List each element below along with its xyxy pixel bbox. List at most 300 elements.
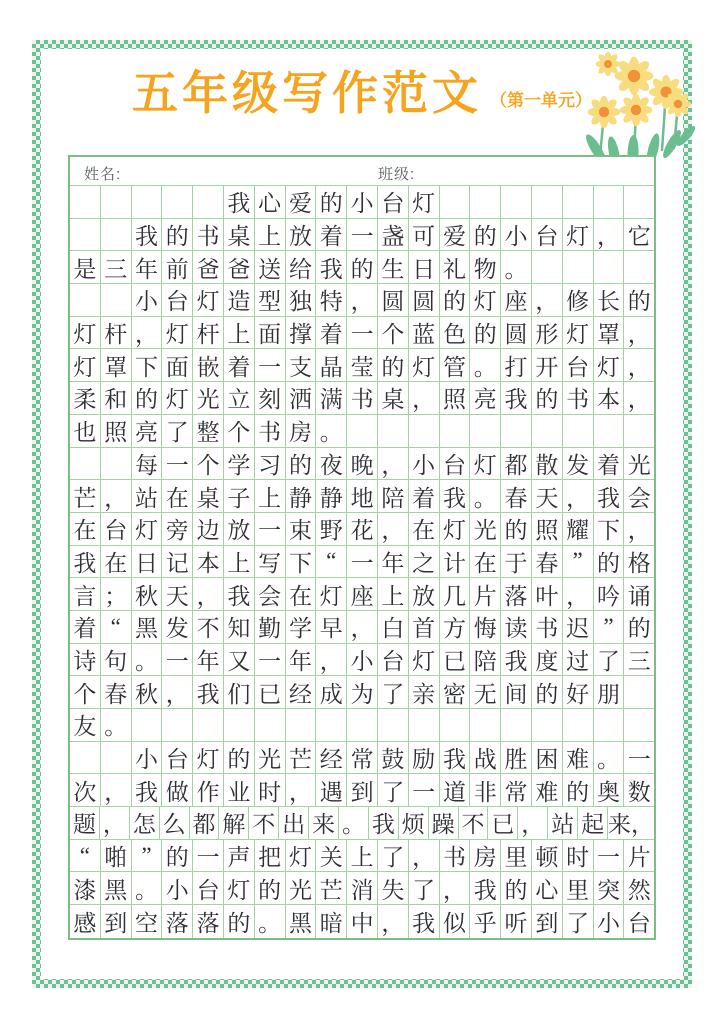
grid-cell: 灯 xyxy=(162,382,193,414)
grid-cell: 书 xyxy=(532,611,563,643)
grid-cell: 灯 xyxy=(440,513,471,545)
grid-cell xyxy=(70,448,101,480)
grid-cell xyxy=(470,415,501,447)
grid-cell: 遇 xyxy=(316,774,347,806)
grid-cell: 下 xyxy=(132,349,163,381)
grid-cell: 上 xyxy=(224,317,255,349)
grid-cell: 着 xyxy=(70,611,101,643)
grid-cell: 烦 xyxy=(399,807,429,839)
grid-cell: 静 xyxy=(286,480,317,512)
grid-cell: 亮 xyxy=(132,415,163,447)
grid-cell: 造 xyxy=(224,284,255,316)
grid-cell: 打 xyxy=(501,349,532,381)
grid-cell: 之 xyxy=(409,546,440,578)
grid-cell: 迟 xyxy=(563,611,594,643)
grid-cell xyxy=(101,284,132,316)
grid-cell: 为 xyxy=(347,676,378,708)
grid-cell: 台 xyxy=(563,349,594,381)
grid-cell: 计 xyxy=(440,546,471,578)
grid-cell: 上 xyxy=(255,219,286,251)
grid-cell: 站 xyxy=(548,807,578,839)
grid-cell: 一 xyxy=(409,774,440,806)
grid-cell xyxy=(193,709,224,741)
grid-cell: ， xyxy=(627,518,651,544)
grid-cell: 在 xyxy=(286,578,317,610)
grid-cell: 落 xyxy=(501,578,532,610)
grid-cell: 黑 xyxy=(101,872,132,904)
grid-cell: ， xyxy=(162,676,193,708)
grid-cell: 作 xyxy=(193,774,224,806)
grid-row xyxy=(70,840,654,873)
grid-cell: 听 xyxy=(501,905,532,938)
grid-cell: 的 xyxy=(563,774,594,806)
grid-cell: 我 xyxy=(470,872,501,904)
grid-cell: 可 xyxy=(409,219,440,251)
grid-cell: 习 xyxy=(255,448,286,480)
grid-cell: 到 xyxy=(101,905,132,938)
grid-cell: 都 xyxy=(190,807,220,839)
grid-cell: ， xyxy=(627,354,651,380)
grid-cell: 我 xyxy=(501,382,532,414)
grid-cell: 台 xyxy=(162,284,193,316)
grid-cell: 到 xyxy=(347,774,378,806)
grid-cell xyxy=(101,186,132,218)
grid-cell: 格 xyxy=(627,550,651,576)
grid-cell: 。 xyxy=(470,349,501,381)
grid-cell: 我 xyxy=(501,644,532,676)
grid-cell: 管 xyxy=(440,349,471,381)
grid-cell: 年 xyxy=(132,251,163,283)
grid-cell: 无 xyxy=(470,676,501,708)
grid-cell: ， xyxy=(100,807,130,839)
grid-cell: 的 xyxy=(470,219,501,251)
grid-cell: 的 xyxy=(162,840,193,872)
grid-row xyxy=(70,284,654,317)
grid-cell: 难 xyxy=(532,774,563,806)
grid-cell: 座 xyxy=(347,578,378,610)
grid-row xyxy=(70,186,654,219)
grid-cell: 子 xyxy=(224,480,255,512)
grid-cell: 的 xyxy=(316,186,347,218)
grid-cell: 我 xyxy=(594,480,625,512)
grid-cell: 黑 xyxy=(286,905,317,938)
grid-cell: 爱 xyxy=(286,186,317,218)
grid-cell xyxy=(378,709,409,741)
grid-cell: 光 xyxy=(470,513,501,545)
grid-cell: 一 xyxy=(162,448,193,480)
grid-cell: 桌 xyxy=(193,480,224,512)
grid-cell: 我 xyxy=(224,186,255,218)
grid-cell: 撑 xyxy=(286,317,317,349)
grid-cell xyxy=(594,709,625,741)
grid-row xyxy=(70,317,654,350)
grid-cell: ， xyxy=(518,807,548,839)
grid-cell: 的 xyxy=(501,513,532,545)
grid-cell: ， xyxy=(594,219,625,251)
grid-cell: 型 xyxy=(255,284,286,316)
grid-cell: 地 xyxy=(347,480,378,512)
grid-cell: 的 xyxy=(594,546,625,578)
grid-cell xyxy=(440,709,471,741)
grid-cell: 起 xyxy=(578,807,608,839)
grid-cell: 的 xyxy=(627,289,651,315)
grid-cell: 常 xyxy=(347,742,378,774)
grid-cell: 成 xyxy=(316,676,347,708)
grid-cell xyxy=(470,709,501,741)
grid-cell: 了 xyxy=(563,905,594,938)
grid-cell: 刻 xyxy=(255,382,286,414)
grid-cell: 吟 xyxy=(594,578,625,610)
grid-cell: 面 xyxy=(162,349,193,381)
grid-row xyxy=(70,807,654,840)
grid-cell: 我 xyxy=(132,774,163,806)
grid-cell xyxy=(563,415,594,447)
grid-cell: 上 xyxy=(378,578,409,610)
grid-cell: 陪 xyxy=(378,480,409,512)
grid-cell: 片 xyxy=(627,845,651,871)
grid-cell: 上 xyxy=(255,480,286,512)
grid-row xyxy=(70,644,654,677)
grid-cell: 于 xyxy=(501,546,532,578)
grid-cell: 首 xyxy=(409,611,440,643)
grid-cell: 光 xyxy=(193,382,224,414)
grid-cell: 面 xyxy=(255,317,286,349)
grid-cell: 数 xyxy=(627,779,651,805)
grid-cell: 中 xyxy=(347,905,378,938)
grid-cell: 放 xyxy=(409,578,440,610)
grid-cell: ， xyxy=(378,513,409,545)
grid-cell: 的 xyxy=(440,284,471,316)
page-title: 五年级写作范文 xyxy=(132,68,482,119)
grid-cell: 灯 xyxy=(563,317,594,349)
grid-cell: 了 xyxy=(378,774,409,806)
grid-cell: 的 xyxy=(532,382,563,414)
grid-cell: 在 xyxy=(162,480,193,512)
grid-cell: 的 xyxy=(224,905,255,938)
grid-cell: 我 xyxy=(316,251,347,283)
grid-cell: 独 xyxy=(286,284,317,316)
grid-cell: 学 xyxy=(224,448,255,480)
grid-cell: 又 xyxy=(224,644,255,676)
grid-cell: 失 xyxy=(378,872,409,904)
grid-row xyxy=(70,774,654,807)
grid-cell xyxy=(347,709,378,741)
grid-cell: 们 xyxy=(224,676,255,708)
grid-cell: 灯 xyxy=(286,840,317,872)
grid-cell: 书 xyxy=(440,840,471,872)
grid-cell: 灯 xyxy=(594,349,625,381)
grid-cell: 个 xyxy=(193,448,224,480)
grid-cell: ， xyxy=(563,578,594,610)
grid-cell: 小 xyxy=(162,872,193,904)
grid-cell: 夜 xyxy=(316,448,347,480)
grid-cell: 春 xyxy=(101,676,132,708)
grid-cell xyxy=(132,186,163,218)
grid-cell: 色 xyxy=(440,317,471,349)
grid-cell: 么 xyxy=(160,807,190,839)
grid-cell: 芒 xyxy=(70,480,101,512)
grid-cell xyxy=(594,251,625,283)
grid-cell xyxy=(501,415,532,447)
grid-cell: 叶 xyxy=(532,578,563,610)
grid-cell: 形 xyxy=(532,317,563,349)
grid-cell: 难 xyxy=(563,742,594,774)
grid-cell: 。 xyxy=(594,742,625,774)
grid-cell: 漆 xyxy=(70,872,101,904)
grid-cell: 台 xyxy=(378,644,409,676)
grid-cell: 悔 xyxy=(470,611,501,643)
grid-cell: 一 xyxy=(193,840,224,872)
grid-cell: 在 xyxy=(101,546,132,578)
grid-cell: 爱 xyxy=(440,219,471,251)
grid-cell xyxy=(440,186,471,218)
grid-cell: 杆 xyxy=(193,317,224,349)
grid-cell xyxy=(101,448,132,480)
grid-cell: 立 xyxy=(224,382,255,414)
grid-cell: 整 xyxy=(193,415,224,447)
grid-cell: 罩 xyxy=(594,317,625,349)
grid-cell: 方 xyxy=(440,611,471,643)
grid-cell: 到 xyxy=(532,905,563,938)
grid-cell: 书 xyxy=(193,219,224,251)
grid-cell: 生 xyxy=(378,251,409,283)
grid-cell: ， xyxy=(193,578,224,610)
grid-cell: 暗 xyxy=(316,905,347,938)
grid-cell: ， xyxy=(409,840,440,872)
grid-cell: 白 xyxy=(378,611,409,643)
grid-cell: 题 xyxy=(70,807,100,839)
grid-cell: ， xyxy=(532,284,563,316)
grid-cell: 秋 xyxy=(132,676,163,708)
grid-cell xyxy=(532,415,563,447)
grid-cell xyxy=(563,709,594,741)
grid-cell: 罩 xyxy=(101,349,132,381)
grid-cell: 照 xyxy=(101,415,132,447)
grid-cell xyxy=(132,709,163,741)
grid-cell: 我 xyxy=(440,480,471,512)
grid-cell: 困 xyxy=(532,742,563,774)
grid-cell: 灯 xyxy=(70,349,101,381)
grid-cell: ， xyxy=(409,382,440,414)
grid-cell: 着 xyxy=(594,448,625,480)
grid-cell: 台 xyxy=(193,872,224,904)
grid-row xyxy=(70,448,654,481)
grid-cell: 芒 xyxy=(316,872,347,904)
grid-cell: 我 xyxy=(70,546,101,578)
grid-cell: 年 xyxy=(378,546,409,578)
grid-cell: 野 xyxy=(316,513,347,545)
grid-cell: 早 xyxy=(316,611,347,643)
grid-cell: 。 xyxy=(316,415,347,447)
grid-cell: 芒 xyxy=(286,742,317,774)
grid-cell: 我 xyxy=(132,219,163,251)
grid-cell: 春 xyxy=(532,546,563,578)
grid-cell xyxy=(70,284,101,316)
grid-cell: 的 xyxy=(501,872,532,904)
grid-cell: 小 xyxy=(132,284,163,316)
grid-row xyxy=(70,415,654,448)
grid-cell: 每 xyxy=(132,448,163,480)
grid-cell xyxy=(563,251,594,283)
grid-cell: ” xyxy=(563,546,594,578)
grid-cell: 灯 xyxy=(409,186,440,218)
grid-cell: 突 xyxy=(594,872,625,904)
grid-cell: 言 xyxy=(70,578,101,610)
grid-cell: 座 xyxy=(501,284,532,316)
grid-cell: 的 xyxy=(627,616,651,642)
grid-cell: 台 xyxy=(101,513,132,545)
grid-cell: ， xyxy=(347,284,378,316)
grid-cell xyxy=(501,709,532,741)
grid-cell: 句 xyxy=(101,644,132,676)
page-subtitle: （第一单元） xyxy=(490,91,592,111)
grid-cell: 发 xyxy=(162,611,193,643)
grid-cell: 做 xyxy=(162,774,193,806)
grid-cell: 桌 xyxy=(378,382,409,414)
grid-row xyxy=(70,480,654,513)
sheet-header-row xyxy=(70,157,654,186)
grid-cell: 台 xyxy=(162,742,193,774)
grid-cell: “ xyxy=(70,840,101,872)
grid-cell: 心 xyxy=(255,186,286,218)
grid-cell: 非 xyxy=(470,774,501,806)
grid-cell: 励 xyxy=(409,742,440,774)
grid-cell: 似 xyxy=(440,905,471,938)
grid-cell: 照 xyxy=(532,513,563,545)
grid-cell: 和 xyxy=(101,382,132,414)
grid-cell: 台 xyxy=(627,910,651,936)
grid-cell xyxy=(101,742,132,774)
grid-cell: 读 xyxy=(501,611,532,643)
grid-cell: 知 xyxy=(224,611,255,643)
grid-cell: 友 xyxy=(70,709,101,741)
grid-cell: 诗 xyxy=(70,644,101,676)
grid-cell: 着 xyxy=(316,317,347,349)
grid-cell xyxy=(70,219,101,251)
grid-cell: 天 xyxy=(162,578,193,610)
grid-cell: 躁 xyxy=(429,807,459,839)
name-label: 姓名: xyxy=(84,166,122,183)
grid-cell xyxy=(70,742,101,774)
grid-cell: 书 xyxy=(347,382,378,414)
grid-cell xyxy=(378,415,409,447)
grid-row xyxy=(70,611,654,644)
grid-cell: 日 xyxy=(132,546,163,578)
grid-cell: 经 xyxy=(286,676,317,708)
grid-cell: 束 xyxy=(286,513,317,545)
grid-cell: 。 xyxy=(132,872,163,904)
grid-cell: 静 xyxy=(316,480,347,512)
grid-cell: 放 xyxy=(286,219,317,251)
grid-cell: 。 xyxy=(255,905,286,938)
grid-cell: 消 xyxy=(347,872,378,904)
grid-cell: 里 xyxy=(563,872,594,904)
grid-cell xyxy=(563,186,594,218)
grid-cell: 片 xyxy=(470,578,501,610)
grid-cell: ， xyxy=(132,317,163,349)
grid-cell: 。 xyxy=(501,251,532,283)
grid-cell: 朋 xyxy=(594,676,625,708)
grid-cell: 陪 xyxy=(470,644,501,676)
grid-cell: ， xyxy=(627,387,651,413)
grid-cell: 洒 xyxy=(286,382,317,414)
grid-cell: 乎 xyxy=(470,905,501,938)
grid-cell: 边 xyxy=(193,513,224,545)
grid-cell: 解 xyxy=(219,807,249,839)
grid-cell: ； xyxy=(101,578,132,610)
grid-row xyxy=(70,709,654,742)
grid-cell: 嵌 xyxy=(193,349,224,381)
grid-row xyxy=(70,742,654,775)
grid-cell xyxy=(624,709,654,741)
grid-cell: 一 xyxy=(627,747,651,773)
grid-cell: 诵 xyxy=(627,583,651,609)
grid-cell: 房 xyxy=(286,415,317,447)
grid-cell: 道 xyxy=(440,774,471,806)
grid-cell: 的 xyxy=(532,676,563,708)
grid-cell: 物 xyxy=(470,251,501,283)
grid-cell: 的 xyxy=(470,317,501,349)
grid-cell: 灯 xyxy=(224,872,255,904)
grid-cell: 桌 xyxy=(224,219,255,251)
grid-cell: ” xyxy=(132,840,163,872)
grid-cell: 几 xyxy=(440,578,471,610)
grid-cell: 上 xyxy=(224,546,255,578)
grid-cell: 发 xyxy=(563,448,594,480)
grid-cell: 过 xyxy=(563,644,594,676)
grid-cell: 。 xyxy=(101,709,132,741)
grid-row xyxy=(70,546,654,579)
grid-cell: 鼓 xyxy=(378,742,409,774)
grid-cell: 灯 xyxy=(132,513,163,545)
grid-cell: 长 xyxy=(594,284,625,316)
grid-cell: ” xyxy=(594,611,625,643)
grid-cell xyxy=(347,415,378,447)
grid-cell: 本 xyxy=(594,382,625,414)
grid-cell: ， xyxy=(347,611,378,643)
grid-cell: 灯 xyxy=(563,219,594,251)
grid-cell: ， xyxy=(286,774,317,806)
grid-row xyxy=(70,382,654,415)
grid-cell xyxy=(594,186,625,218)
grid-cell xyxy=(101,219,132,251)
grid-cell xyxy=(316,709,347,741)
grid-cell: ， xyxy=(378,448,409,480)
grid-cell: 圆 xyxy=(501,317,532,349)
grid-cell: 盏 xyxy=(378,219,409,251)
grid-cell: 光 xyxy=(255,742,286,774)
grid-cell: 黑 xyxy=(132,611,163,643)
grid-cell: 在 xyxy=(70,513,101,545)
grid-cell xyxy=(409,415,440,447)
grid-cell: 灯 xyxy=(193,742,224,774)
grid-cell: 了 xyxy=(162,415,193,447)
grid-cell: 一 xyxy=(347,317,378,349)
grid-row xyxy=(70,349,654,382)
grid-cell: 光 xyxy=(627,452,651,478)
grid-cell: 房 xyxy=(470,840,501,872)
grid-cell: 时 xyxy=(563,840,594,872)
grid-cell: 一 xyxy=(347,219,378,251)
grid-cell: 落 xyxy=(162,905,193,938)
grid-cell: 书 xyxy=(563,382,594,414)
grid-cell xyxy=(624,186,654,218)
grid-cell: 灯 xyxy=(193,284,224,316)
grid-cell: 灯 xyxy=(409,349,440,381)
grid-cell xyxy=(624,415,654,447)
grid-cell: ， xyxy=(316,644,347,676)
grid-cell: 莹 xyxy=(347,349,378,381)
